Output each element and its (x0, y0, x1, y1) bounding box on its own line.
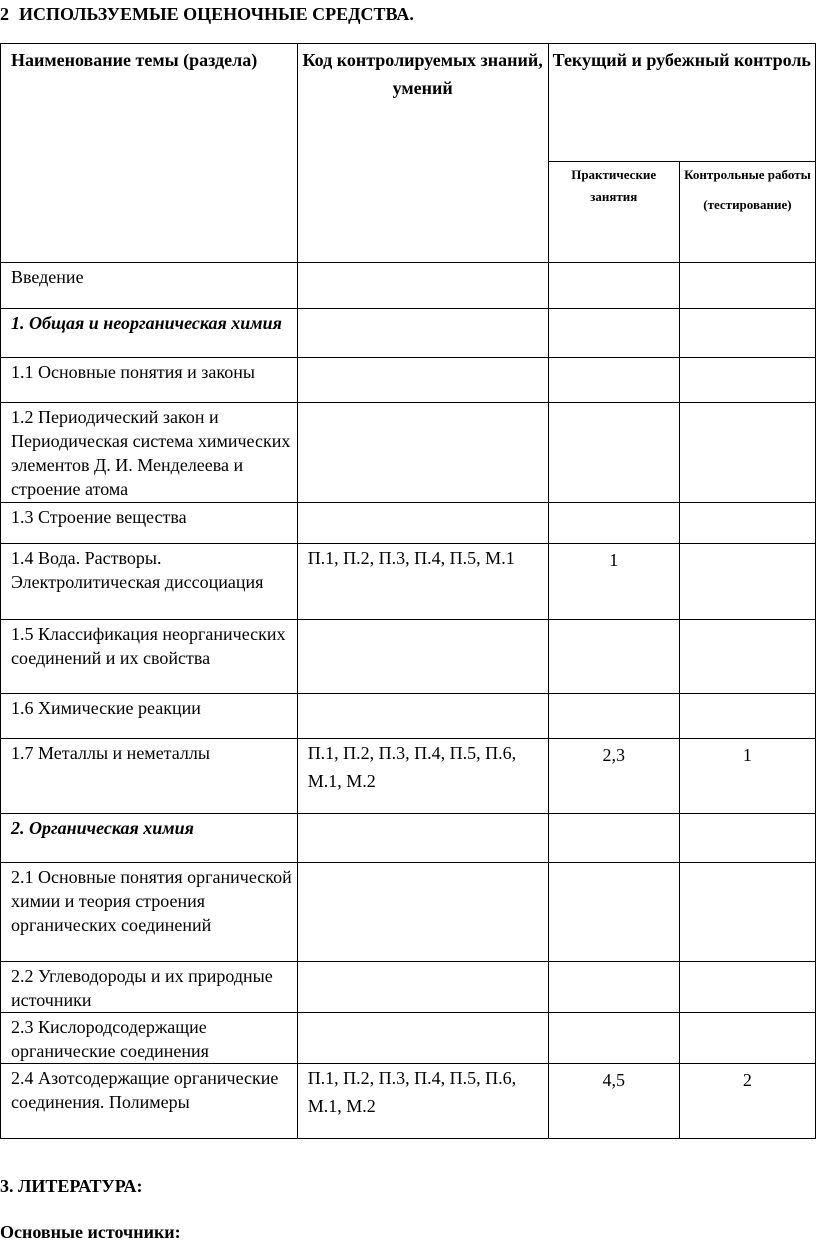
table-row (1, 1064, 816, 1139)
topic-cell: 1.2 Периодический закон и Периодическая система химических элементов Д. И. Менделеева и строение атома (1, 403, 298, 503)
topic-cell: 1.3 Строение вещества (1, 503, 298, 544)
header-practical: Практические занятия (548, 162, 679, 263)
tests-cell (679, 403, 815, 503)
header-control: Текущий и рубежный контроль (548, 44, 815, 162)
tests-cell (679, 962, 815, 1013)
tests-cell: 2 (679, 1064, 815, 1139)
practical-cell (548, 962, 679, 1013)
code-cell (297, 503, 548, 544)
table-row (1, 814, 816, 863)
practical-cell (548, 863, 679, 962)
tests-cell (679, 863, 815, 962)
section-2-heading (0, 4, 414, 25)
practical-cell (548, 620, 679, 694)
tests-cell (679, 263, 815, 309)
tests-cell (679, 544, 815, 620)
tests-cell (679, 620, 815, 694)
code-cell (297, 1013, 548, 1064)
topic-cell: 1.7 Металлы и неметаллы (1, 739, 298, 814)
sources-heading: Основные источники: (0, 1222, 181, 1242)
section-number: 2 (0, 4, 9, 24)
code-cell (297, 403, 548, 503)
practical-cell (548, 694, 679, 739)
code-cell (297, 358, 548, 403)
code-cell (297, 263, 548, 309)
code-cell (297, 814, 548, 863)
table-row (1, 263, 816, 309)
practical-cell: 2,3 (548, 739, 679, 814)
table-row (1, 503, 816, 544)
practical-cell: 1 (548, 544, 679, 620)
topic-cell: 2.3 Кислородсодержащие органические соединения (1, 1013, 298, 1064)
table-row (1, 358, 816, 403)
header-tests (679, 162, 815, 263)
code-cell (297, 962, 548, 1013)
topic-cell: 1.5 Классификация неорганических соединений и их свойства (1, 620, 298, 694)
practical-cell (548, 358, 679, 403)
tests-cell: 1 (679, 739, 815, 814)
table-row (1, 544, 816, 620)
topic-cell: 1.1 Основные понятия и законы (1, 358, 298, 403)
section-title-cell: 2. Органическая химия (1, 814, 298, 863)
tests-cell (679, 814, 815, 863)
table-row (1, 694, 816, 739)
practical-cell (548, 503, 679, 544)
table-row (1, 962, 816, 1013)
header-code: Код контролируемых знаний, умений (297, 44, 548, 263)
code-cell (297, 309, 548, 358)
code-cell: П.1, П.2, П.3, П.4, П.5, П.6, М.1, М.2 (297, 739, 548, 814)
table-row (1, 403, 816, 503)
code-cell: П.1, П.2, П.3, П.4, П.5, М.1 (297, 544, 548, 620)
practical-cell (548, 814, 679, 863)
section-title-cell: 1. Общая и неорганическая химия (1, 309, 298, 358)
table-row (1, 863, 816, 962)
header-tests-line2: (тестирование) (703, 197, 792, 212)
header-topic: Наименование темы (раздела) (1, 44, 298, 263)
code-cell (297, 694, 548, 739)
table-row (1, 620, 816, 694)
topic-cell: 1.4 Вода. Растворы. Электролитическая диссоциация (1, 544, 298, 620)
literature-heading: 3. ЛИТЕРАТУРА: (0, 1176, 143, 1196)
topic-cell: 2.4 Азотсодержащие органические соединения. Полимеры (1, 1064, 298, 1139)
tests-cell (679, 309, 815, 358)
table-row (1, 739, 816, 814)
practical-cell: 4,5 (548, 1064, 679, 1139)
topic-cell: 2.2 Углеводороды и их природные источники (1, 962, 298, 1013)
assessment-table (0, 43, 816, 1139)
practical-cell (548, 1013, 679, 1064)
table-row (1, 1013, 816, 1064)
practical-cell (548, 309, 679, 358)
tests-cell (679, 1013, 815, 1064)
topic-cell: 1.6 Химические реакции (1, 694, 298, 739)
code-cell (297, 863, 548, 962)
table-row (1, 309, 816, 358)
practical-cell (548, 263, 679, 309)
code-cell: П.1, П.2, П.3, П.4, П.5, П.6, М.1, М.2 (297, 1064, 548, 1139)
practical-cell (548, 403, 679, 503)
header-tests-line1: Контрольные работы (684, 167, 811, 182)
topic-cell: 2.1 Основные понятия органической химии и теория строения органических соединений (1, 863, 298, 962)
code-cell (297, 620, 548, 694)
section-title: ИСПОЛЬЗУЕМЫЕ ОЦЕНОЧНЫЕ СРЕДСТВА. (19, 4, 414, 24)
tests-cell (679, 694, 815, 739)
tests-cell (679, 503, 815, 544)
topic-cell: Введение (1, 263, 298, 309)
tests-cell (679, 358, 815, 403)
